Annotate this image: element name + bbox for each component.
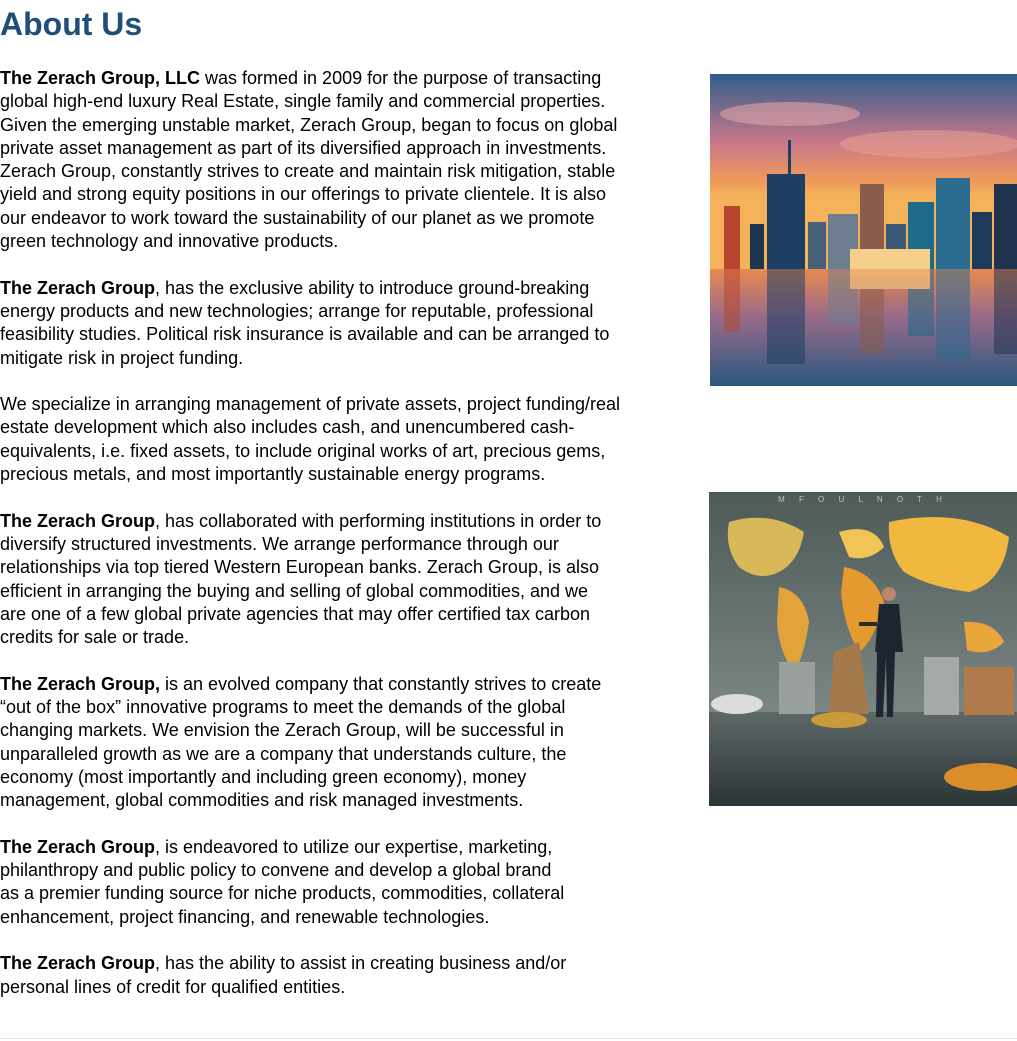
page-title: About Us — [0, 6, 143, 42]
paragraph-line: personal lines of credit for qualified entities. — [0, 976, 346, 997]
paragraph-line: , has the ability to assist in creating business and/or — [155, 953, 567, 974]
paragraph-line: mitigate risk in project funding. — [0, 347, 244, 368]
paragraph-line: as a premier funding source for niche products, commodities, collateral — [0, 883, 565, 904]
paragraph-line: was formed in 2009 for the purpose of transacting — [200, 68, 602, 88]
paragraph-line: , is endeavored to utilize our expertise, marketing, — [155, 836, 553, 857]
city-skyline-reflection-image — [710, 74, 1017, 386]
company-name-lead: The Zerach Group, LLC — [0, 68, 201, 88]
paragraph-line: our endeavor to work toward the sustainability of our planet as we promote — [0, 207, 595, 228]
world-map-businessman-icon — [709, 492, 1017, 806]
paragraph-line: relationships via top tiered Western European banks. Zerach Group, is also — [0, 557, 599, 578]
paragraph-line: philanthropy and public policy to convene and develop a global brand — [0, 860, 552, 881]
bottom-divider — [0, 1038, 1017, 1039]
paragraph-line: equivalents, i.e. fixed assets, to include original works of art, precious gems, — [0, 440, 606, 461]
paragraph-line: changing markets. We envision the Zerach Group, will be successful in — [0, 720, 564, 741]
about-paragraph-5 — [0, 673, 680, 813]
paragraph-line: economy (most importantly and including green economy), money — [0, 766, 527, 787]
company-name-lead: The Zerach Group, — [0, 673, 161, 694]
map-wall-lettering: M F O U L N O T H — [778, 495, 948, 504]
paragraph-line: are one of a few global private agencies that may offer certified tax carbon — [0, 603, 591, 624]
company-name-lead: The Zerach Group — [0, 836, 156, 857]
paragraph-line: energy products and new technologies; arrange for reputable, professional — [0, 300, 594, 321]
paragraph-line: private asset management as part of its diversified approach in investments. — [0, 137, 607, 158]
paragraph-line: global high-end luxury Real Estate, single family and commercial properties. — [0, 91, 606, 112]
paragraph-line: , has collaborated with performing institutions in order to — [155, 510, 602, 531]
about-paragraph-2 — [0, 277, 680, 370]
about-paragraph-1 — [0, 67, 680, 253]
paragraph-line: Zerach Group, constantly strives to create and maintain risk mitigation, stable — [0, 161, 616, 182]
company-name-lead: The Zerach Group — [0, 277, 156, 298]
about-paragraph-6 — [0, 836, 680, 929]
city-skyline-reflection-icon — [710, 74, 1017, 386]
about-paragraph-3 — [0, 393, 680, 486]
company-name-lead: The Zerach Group — [0, 953, 156, 974]
about-content — [0, 67, 680, 1022]
paragraph-line: feasibility studies. Political risk insurance is available and can be arranged to — [0, 324, 610, 345]
company-name-lead: The Zerach Group — [0, 510, 156, 531]
paragraph-line: estate development which also includes cash, and unencumbered cash- — [0, 417, 575, 438]
paragraph-line: is an evolved company that constantly strives to create — [160, 673, 602, 694]
paragraph-line: credits for sale or trade. — [0, 627, 190, 648]
paragraph-line: We specialize in arranging management of private assets, project funding/real — [0, 394, 621, 415]
paragraph-line: “out of the box” innovative programs to meet the demands of the global — [0, 697, 566, 718]
paragraph-line: unparalleled growth as we are a company that understands culture, the — [0, 743, 567, 764]
paragraph-line: efficient in arranging the buying and selling of global commodities, and we — [0, 580, 589, 601]
paragraph-line: management, global commodities and risk managed investments. — [0, 790, 524, 811]
about-paragraph-7 — [0, 952, 680, 999]
paragraph-line: , has the exclusive ability to introduce ground-breaking — [155, 277, 590, 298]
paragraph-line: precious metals, and most importantly sustainable energy programs. — [0, 464, 546, 485]
paragraph-line: yield and strong equity positions in our offerings to private clientele. It is also — [0, 184, 607, 205]
paragraph-line: Given the emerging unstable market, Zerach Group, began to focus on global — [0, 114, 618, 135]
paragraph-line: enhancement, project financing, and renewable technologies. — [0, 906, 490, 927]
world-map-businessman-image — [709, 492, 1017, 806]
paragraph-line: green technology and innovative products. — [0, 231, 339, 252]
paragraph-line: diversify structured investments. We arrange performance through our — [0, 533, 559, 554]
about-paragraph-4 — [0, 510, 680, 650]
